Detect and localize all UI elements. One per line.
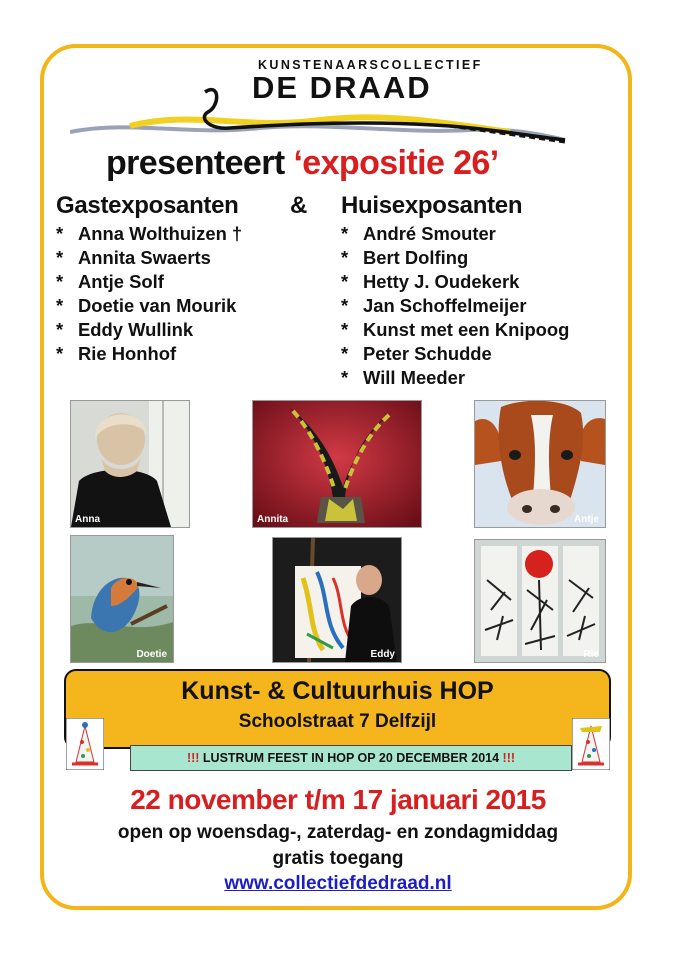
- list-item: * Hetty J. Oudekerk: [341, 271, 520, 292]
- guests-heading: Gastexposanten: [56, 192, 239, 219]
- party-hat-icon: [66, 718, 104, 770]
- guests-list: [56, 222, 242, 366]
- list-item: * Peter Schudde: [341, 343, 492, 364]
- thread-logo-icon: [70, 80, 570, 150]
- photo-caption: Rie: [583, 649, 599, 660]
- opening-hours: open op woensdag-, zaterdag- en zondagmiddag: [117, 822, 559, 843]
- lustrum-banner: !!! LUSTRUM FEEST IN HOP OP 20 DECEMBER 2014 !!!: [130, 745, 572, 771]
- heading-separator: &: [290, 192, 308, 219]
- photo-caption: Anna: [75, 514, 100, 525]
- headline-prefix: presenteert: [106, 144, 294, 182]
- photo-caption: Eddy: [370, 649, 395, 660]
- logo-subtitle: KUNSTENAARSCOLLECTIEF: [258, 58, 483, 72]
- list-item: * André Smouter: [341, 223, 496, 244]
- photo-antje: [474, 400, 606, 528]
- logo-title: DE DRAAD: [252, 70, 432, 105]
- venue-box: [64, 669, 611, 749]
- admission-info: gratis toegang: [272, 848, 404, 869]
- list-item: * Rie Honhof: [56, 343, 177, 364]
- photo-annita: [252, 400, 422, 528]
- photo-caption: Antje: [574, 514, 599, 525]
- list-item: * Doetie van Mourik: [56, 295, 237, 316]
- list-item: * Antje Solf: [56, 271, 164, 292]
- photo-doetie: [70, 535, 174, 663]
- venue-address: Schoolstraat 7 Delfzijl: [238, 711, 437, 732]
- party-hat-icon: [572, 718, 610, 770]
- list-item: * Will Meeder: [341, 367, 466, 388]
- photo-eddy: [272, 537, 402, 663]
- photo-caption: Doetie: [136, 649, 167, 660]
- house-list: [341, 222, 569, 390]
- headline-exhibition: ‘expositie 26’: [293, 144, 499, 182]
- list-item: * Anna Wolthuizen †: [56, 223, 243, 244]
- headline: [106, 144, 499, 183]
- photo-caption: Annita: [257, 514, 289, 525]
- house-heading: Huisexposanten: [341, 192, 523, 219]
- list-item: * Eddy Wullink: [56, 319, 194, 340]
- photo-anna: [70, 400, 190, 528]
- list-item: * Kunst met een Knipoog: [341, 319, 570, 340]
- website-link[interactable]: www.collectiefdedraad.nl: [224, 873, 452, 894]
- exhibition-dates: 22 november t/m 17 januari 2015: [130, 784, 546, 815]
- photo-rie: [474, 539, 606, 663]
- venue-title: Kunst- & Cultuurhuis HOP: [181, 677, 494, 705]
- list-item: * Jan Schoffelmeijer: [341, 295, 527, 316]
- list-item: * Annita Swaerts: [56, 247, 211, 268]
- list-item: * Bert Dolfing: [341, 247, 469, 268]
